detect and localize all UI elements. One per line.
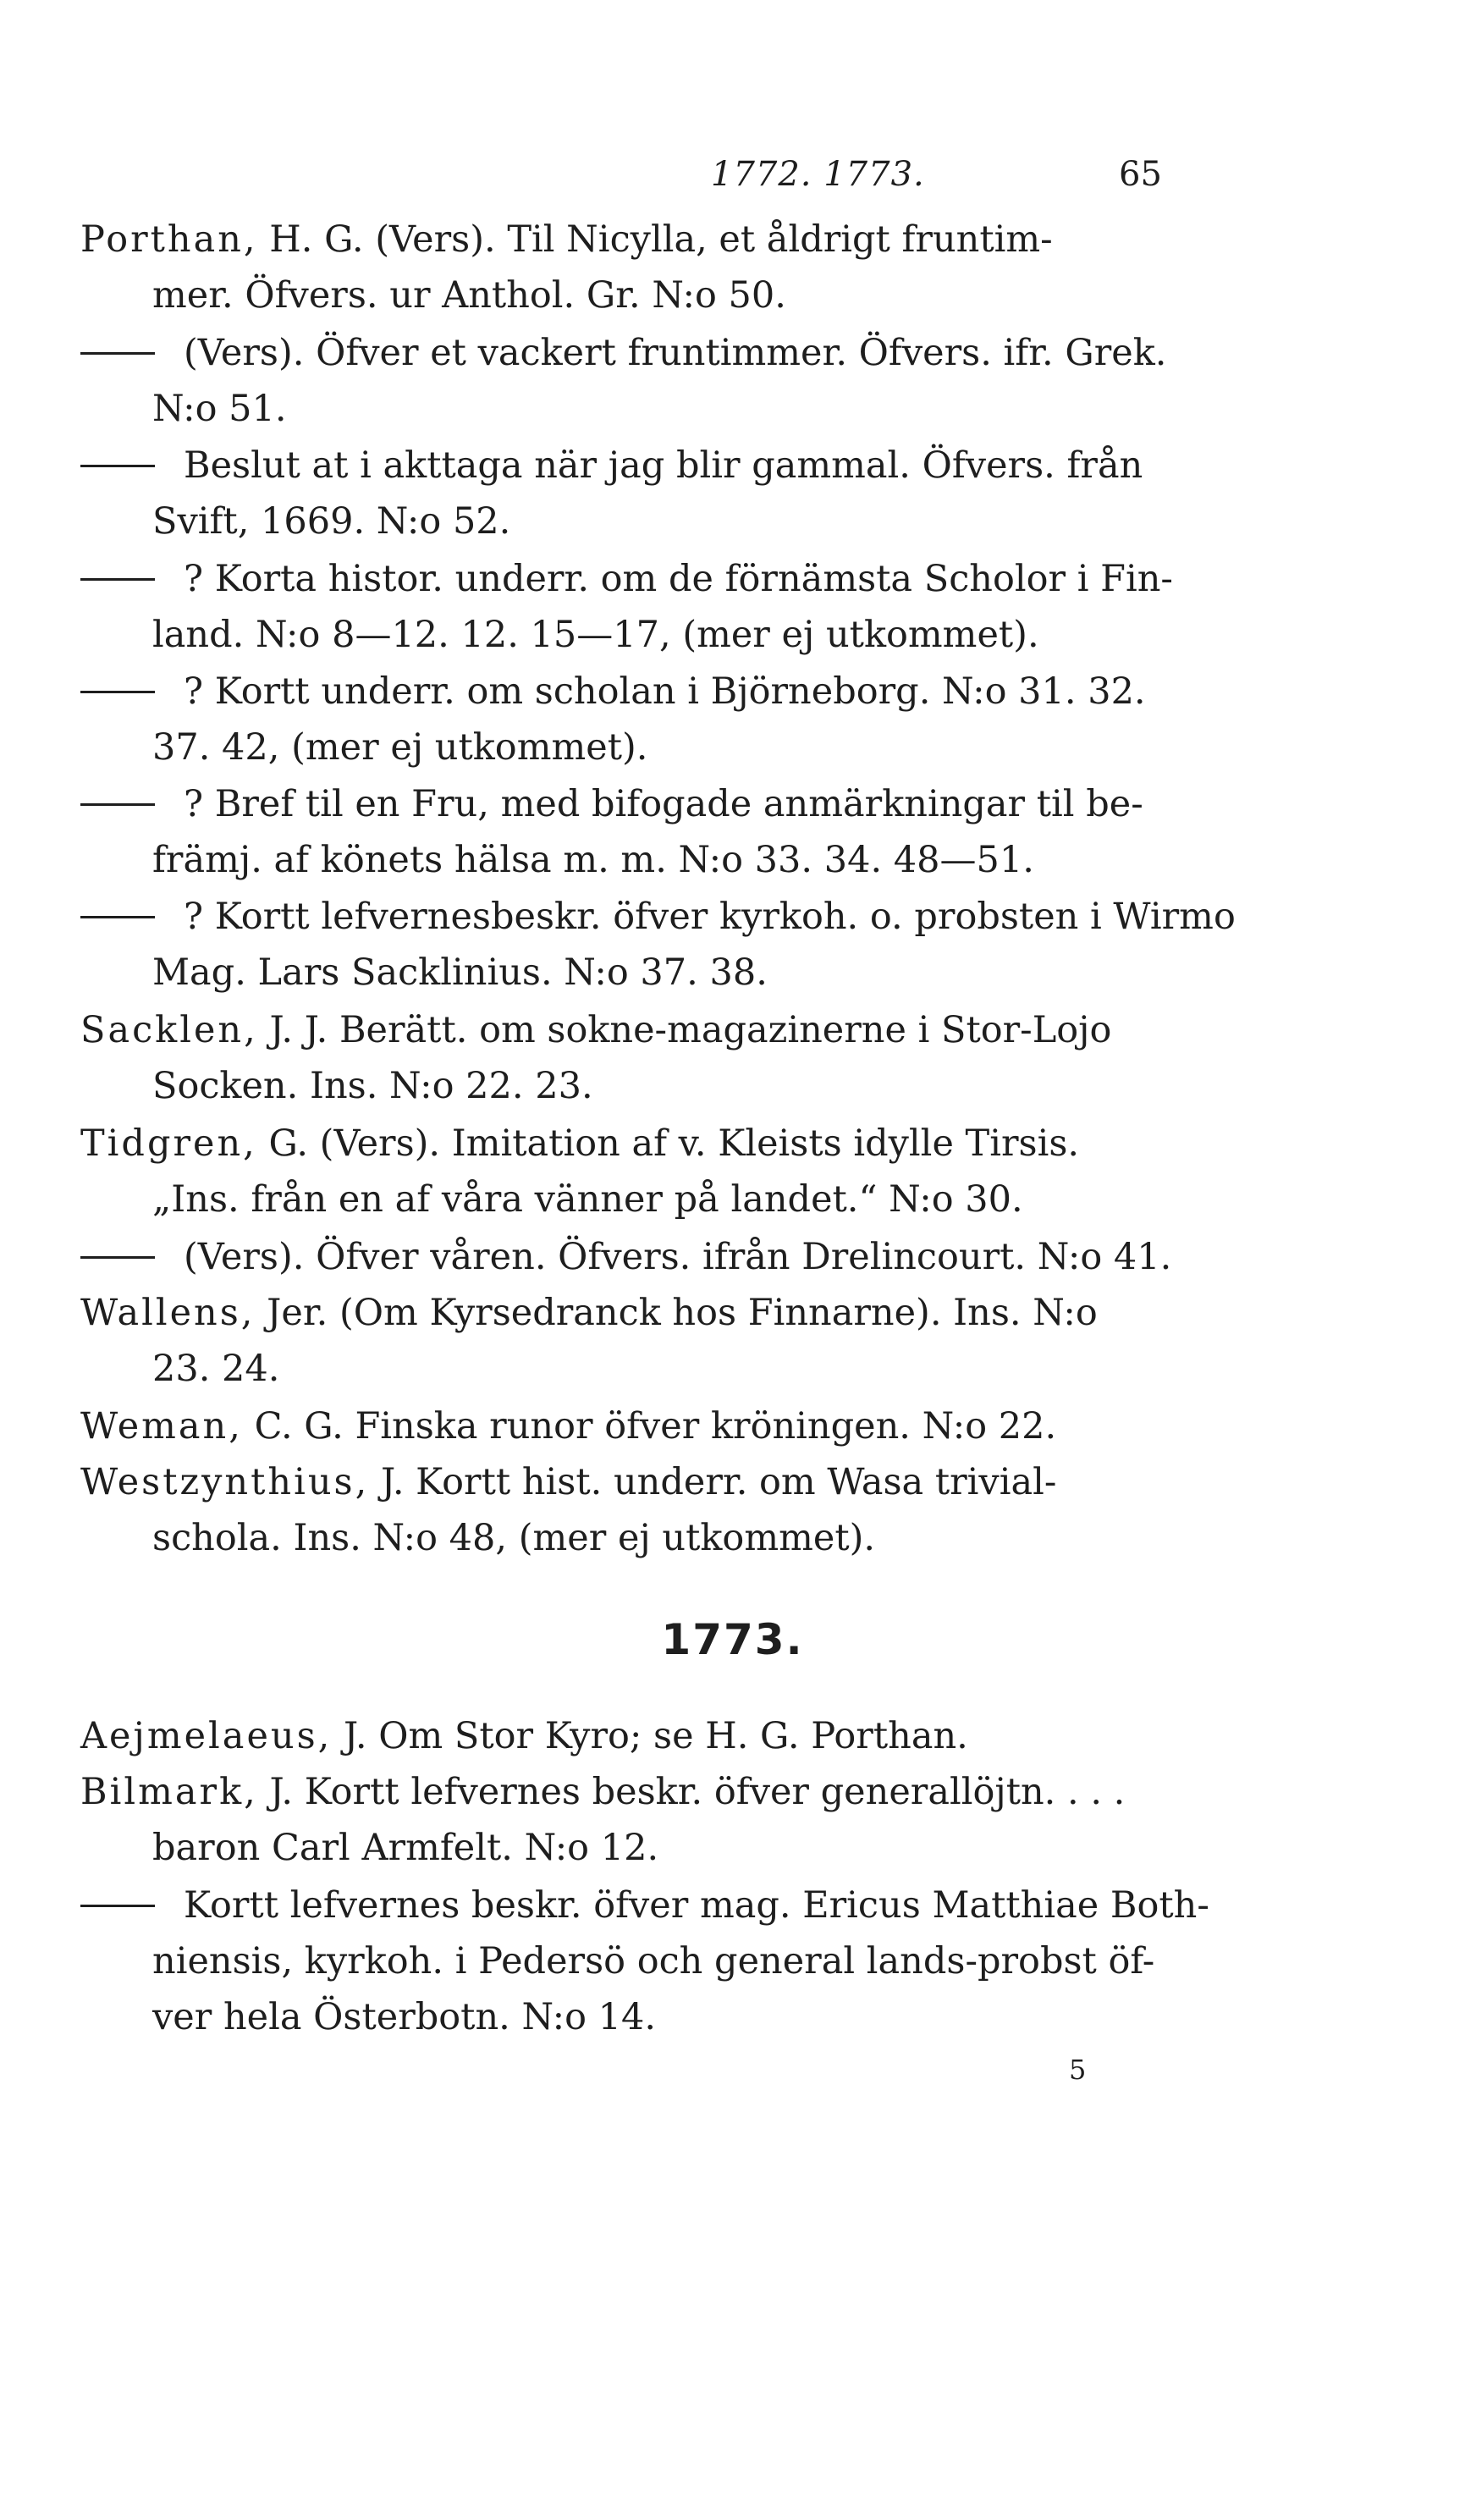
ditto-dash [80, 465, 155, 467]
entry-line [152, 1996, 656, 2038]
entry-line [80, 670, 1146, 713]
entry-line [152, 1940, 1154, 1982]
entry-text: C. G. Finska runor öfver kröningen. N:o 22. [242, 1405, 1057, 1447]
entry-line [80, 1122, 1079, 1165]
ditto-dash [80, 352, 155, 355]
entry-text: mer. Öfvers. ur Anthol. Gr. N:o 50. [152, 274, 786, 317]
entry-text: niensis, kyrkoh. i Pedersö och general lands-probst öf- [152, 1940, 1155, 1982]
entry-text: baron Carl Armfelt. N:o 12. [152, 1827, 659, 1869]
page-number: 65 [1119, 155, 1162, 194]
entry-text: 23. 24. [152, 1348, 280, 1390]
entry-line [80, 558, 1173, 600]
entry-text: Svift, 1669. N:o 52. [152, 500, 511, 543]
entry-text: ? Korta histor. underr. om de förnämsta Scholor i Fin- [184, 558, 1173, 600]
year-heading: 1773. [661, 1615, 804, 1664]
ditto-dash [80, 578, 155, 581]
entry-text: N:o 51. [152, 388, 287, 430]
entry-text: Kortt lefvernes beskr. öfver mag. Ericus Matthiae Both- [184, 1884, 1209, 1927]
entry-text: J. Kortt lefvernes beskr. öfver generallöjtn. . . . [257, 1771, 1126, 1813]
entry-text: Socken. Ins. N:o 22. 23. [152, 1065, 593, 1107]
entry-text: schola. Ins. N:o 48, (mer ej utkommet). [152, 1517, 876, 1559]
entry-line [80, 444, 1143, 487]
signature-mark: 5 [1069, 2054, 1087, 2086]
author-name: Bilmark, [80, 1771, 258, 1813]
author-name: Westzynthius, [80, 1461, 370, 1503]
entry-text: J. J. Berätt. om sokne-magazinerne i Stor-Lojo [257, 1009, 1112, 1051]
running-head: 1772. 1773. [711, 155, 925, 194]
entry-text: (Vers). Öfver våren. Öfvers. ifrån Drelincourt. N:o 41. [184, 1236, 1172, 1278]
entry-line [152, 1178, 1023, 1221]
author-name: Tidgren, [80, 1122, 257, 1165]
entry-text: 37. 42, (mer ej utkommet). [152, 726, 648, 769]
entry-text: främj. af könets hälsa m. m. N:o 33. 34. 48—51. [152, 839, 1034, 881]
entry-text: „Ins. från en af våra vänner på landet.“ N:o 30. [152, 1178, 1023, 1221]
entry-line [152, 274, 786, 317]
entry-line [152, 1065, 593, 1107]
author-name: Wallens, [80, 1292, 256, 1334]
entry-line [80, 1009, 1111, 1051]
author-name: Aejmelaeus, [80, 1715, 333, 1757]
entry-line [80, 783, 1143, 825]
entry-line [80, 1292, 1098, 1334]
entry-line [152, 614, 1039, 656]
entry-text: ? Kortt lefvernesbeskr. öfver kyrkoh. o. probsten i Wirmo [184, 896, 1236, 938]
entry-line [152, 1348, 279, 1390]
entry-line [80, 332, 1166, 374]
entry-text: land. N:o 8—12. 12. 15—17, (mer ej utkommet). [152, 614, 1039, 656]
entry-text: ? Kortt underr. om scholan i Björneborg. N:o 31. 32. [184, 670, 1146, 713]
page-header [0, 155, 1465, 206]
author-name: Weman, [80, 1405, 243, 1447]
entry-line [80, 1771, 1125, 1813]
entry-line [80, 1884, 1209, 1927]
ditto-dash [80, 803, 155, 806]
entry-text: Mag. Lars Sacklinius. N:o 37. 38. [152, 951, 768, 994]
entry-text: H. G. (Vers). Til Nicylla, et åldrigt fruntim- [257, 218, 1053, 261]
entry-line [152, 951, 768, 994]
entry-line [80, 218, 1053, 261]
entry-text: J. Om Stor Kyro; se H. G. Porthan. [332, 1715, 968, 1757]
entry-line [80, 1461, 1056, 1503]
entry-line [152, 1827, 658, 1869]
entry-text: (Vers). Öfver et vackert fruntimmer. Öfvers. ifr. Grek. [184, 332, 1167, 374]
entry-line [80, 896, 1236, 938]
entry-line [80, 1715, 968, 1757]
entry-line [80, 1405, 1056, 1447]
entry-text: J. Kortt hist. underr. om Wasa trivial- [369, 1461, 1057, 1503]
ditto-dash [80, 1256, 155, 1259]
ditto-dash [80, 691, 155, 693]
entry-line [152, 500, 510, 543]
ditto-dash [80, 916, 155, 918]
entry-line [152, 726, 647, 769]
entry-line [80, 1236, 1171, 1278]
author-name: Sacklen, [80, 1009, 258, 1051]
entry-line [152, 839, 1034, 881]
entry-text: Beslut at i akttaga när jag blir gammal. Öfvers. från [184, 444, 1143, 487]
entry-line [152, 388, 287, 430]
ditto-dash [80, 1905, 155, 1907]
entry-text: Jer. (Om Kyrsedranck hos Finnarne). Ins. N:o [255, 1292, 1098, 1334]
entry-text: ? Bref til en Fru, med bifogade anmärkningar til be- [184, 783, 1143, 825]
entry-line [152, 1517, 875, 1559]
author-name: Porthan, [80, 218, 258, 261]
entry-text: G. (Vers). Imitation af v. Kleists idylle Tirsis. [256, 1122, 1080, 1165]
entry-text: ver hela Österbotn. N:o 14. [152, 1996, 657, 2038]
